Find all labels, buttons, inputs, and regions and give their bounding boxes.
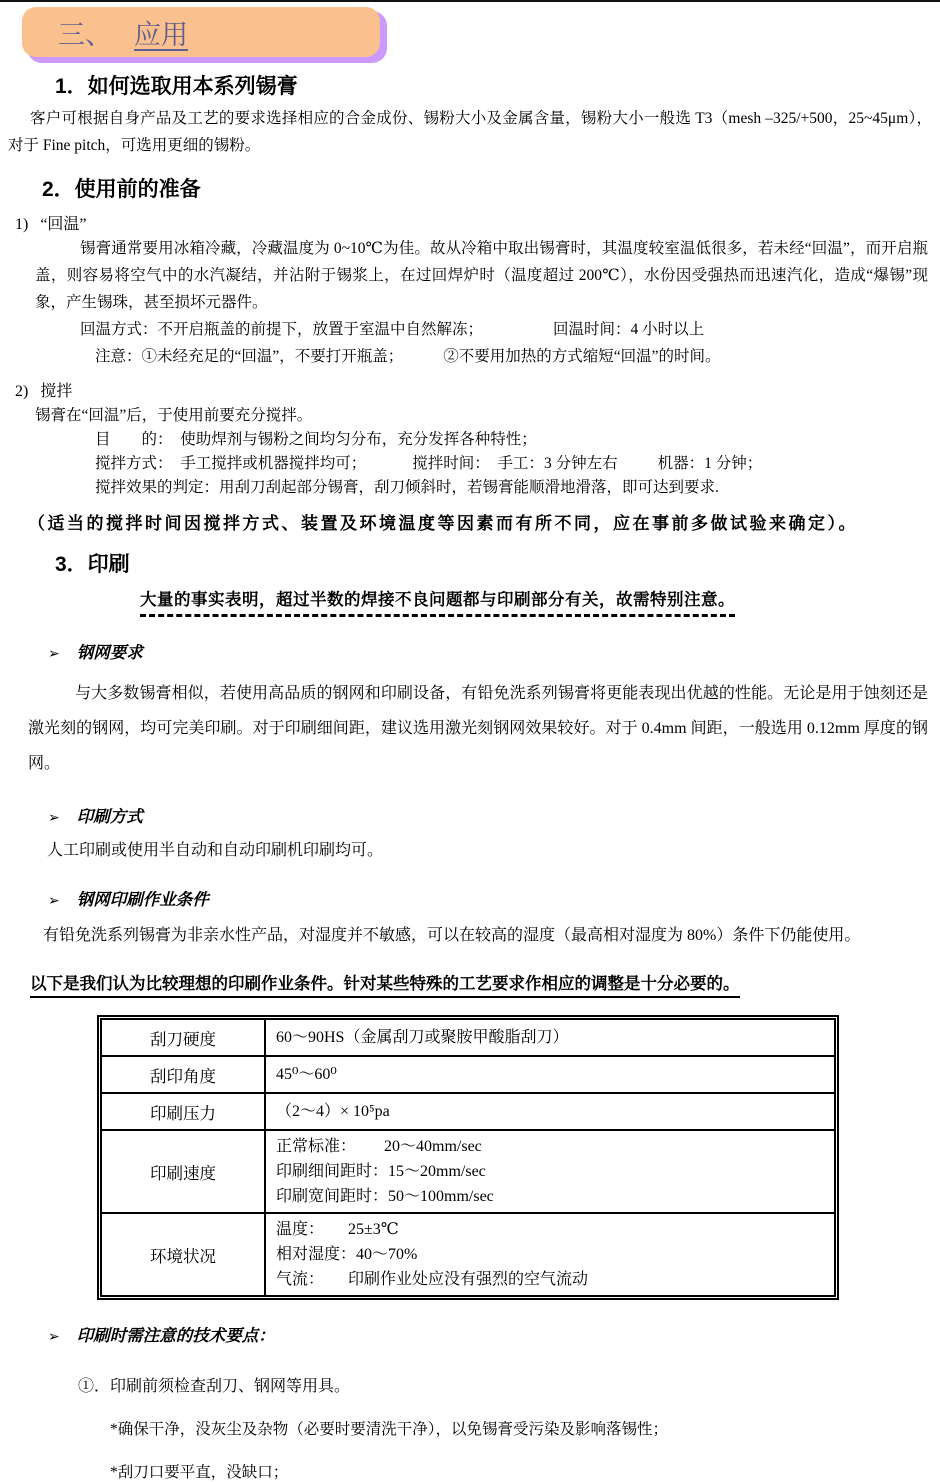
stir-method-text: 搅拌方式： 手工搅拌或机器搅拌均可； — [95, 455, 367, 472]
table-value-line: 60～90HS（金属刮刀或聚胺甲酸脂刮刀） — [276, 1029, 569, 1046]
rewarm-time-text: 回温时间：4 小时以上 — [553, 321, 705, 338]
table-value-cell — [265, 1093, 834, 1130]
bullet-stencil-requirement — [48, 639, 940, 663]
table-label-cell: 刮刀硬度 — [102, 1020, 265, 1056]
ideal-conditions-underlined: 以下是我们认为比较理想的印刷作业条件。针对某些特殊的工艺要求作相应的调整是十分必要的。 — [30, 970, 740, 998]
list-item-title: 搅拌 — [40, 383, 73, 400]
arrow-bullet-icon: ➢ — [48, 810, 60, 826]
arrow-bullet-icon: ➢ — [48, 1329, 60, 1345]
bullet-working-conditions — [48, 886, 940, 910]
line-rewarm-method — [80, 316, 940, 343]
rewarm-note-1: 注意：①未经充足的“回温”，不要打开瓶盖； — [95, 348, 404, 365]
table-value-line: 印刷细间距时：15～20mm/sec — [276, 1163, 486, 1180]
table-label-cell: 刮印角度 — [102, 1056, 265, 1093]
arrow-bullet-icon: ➢ — [48, 646, 60, 662]
line-stir-judge: 搅拌效果的判定：用刮刀刮起部分锡膏，刮刀倾斜时，若锡膏能顺滑地滑落，即可达到要求. — [95, 479, 719, 496]
table-value-line: 45⁰～60⁰ — [276, 1066, 337, 1083]
table-label-cell: 环境状况 — [102, 1213, 265, 1295]
list-item-number: 2) — [15, 383, 29, 400]
list-item-title: “回温” — [40, 216, 87, 233]
point-sub-clean: *确保干净，没灰尘及杂物（必要时要清洗干净），以免锡膏受污染及影响落锡性； — [110, 1421, 669, 1438]
line-rewarm-note — [95, 343, 940, 370]
stir-machine-text: 机器：1 分钟； — [657, 455, 763, 472]
table-value-line: 温度： 25±3℃ — [276, 1221, 399, 1238]
line-stir-purpose: 目 的： 使助焊剂与锡粉之间均匀分布，充分发挥各种特性； — [95, 431, 537, 448]
heading-preparation: 2．使用前的准备 — [42, 178, 201, 201]
paragraph-stencil-requirement: 与大多数锡膏相似，若使用高品质的钢网和印刷设备，有铅免洗系列锡膏将更能表现出优越的性能。无论是用于蚀刻还是激光刻的钢网，均可完美印刷。对于印刷细间距，建议选用激光刻钢网效果较好。对于 0.4mm 间距，一般选用 0.12mm 厚度的钢网。 — [28, 685, 928, 772]
paragraph-stir: 锡膏在“回温”后，于使用前要充分搅拌。 — [35, 407, 313, 424]
paragraph-rewarm: 锡膏通常要用冰箱冷藏，冷藏温度为 0~10℃为佳。故从冷箱中取出锡膏时，其温度较室温低很多，若未经“回温”，而开启瓶盖，则容易将空气中的水汽凝结，并沾附于锡浆上，在过回焊炉时（温度超过 200℃），水份因受强热而迅速汽化，造成“爆锡”现象，产生锡珠，甚至损坏元器件。 — [35, 240, 928, 311]
bullet-technical-points — [48, 1322, 940, 1346]
table-row — [102, 1213, 834, 1295]
bullet-title: 印刷方式 — [76, 808, 143, 826]
arrow-bullet-icon: ➢ — [48, 893, 60, 909]
line-stir-method — [95, 452, 940, 476]
table-value-line: （2～4）× 10⁵pa — [276, 1103, 390, 1120]
table-label-cell: 印刷压力 — [102, 1093, 265, 1130]
table-value-cell — [265, 1130, 834, 1213]
paragraph-select-paste: 客户可根据自身产品及工艺的要求选择相应的合金成份、锡粉大小及金属含量，锡粉大小一般选 T3（mesh –325/+500，25~45μm），对于 Fine pitch，可选用更细的锡粉。 — [8, 110, 932, 154]
table-value-cell — [265, 1056, 834, 1093]
section-banner-number: 三、 — [58, 19, 112, 50]
table-row — [102, 1020, 834, 1056]
bullet-title: 钢网印刷作业条件 — [76, 891, 209, 909]
list-item-stir — [15, 378, 940, 401]
point-sub-blade: *刮刀口要平直，没缺口； — [110, 1464, 289, 1481]
rewarm-method-text: 回温方式：不开启瓶盖的前提下，放置于室温中自然解冻； — [80, 321, 484, 338]
table-row — [102, 1130, 834, 1213]
table-value-line: 印刷宽间距时：50～100mm/sec — [276, 1188, 494, 1205]
section-banner — [22, 7, 380, 57]
list-item-rewarm — [15, 211, 940, 234]
table-row — [102, 1093, 834, 1130]
table-row — [102, 1056, 834, 1093]
printing-conditions-table — [97, 1015, 839, 1300]
bullet-printing-method — [48, 803, 940, 827]
bullet-title: 钢网要求 — [76, 644, 143, 662]
list-item-number: 1) — [15, 216, 29, 233]
paragraph-working-conditions: 有铅免洗系列锡膏为非亲水性产品，对湿度并不敏感，可以在较高的湿度（最高相对湿度为 80%）条件下仍能使用。 — [43, 927, 861, 944]
bullet-title: 印刷时需注意的技术要点： — [76, 1327, 275, 1345]
point-check-tools: ①．印刷前须检查刮刀、钢网等用具。 — [78, 1378, 351, 1395]
table-value-cell — [265, 1020, 834, 1056]
table-value-line: 正常标准： 20～40mm/sec — [276, 1138, 482, 1155]
rewarm-note-2: ②不要用加热的方式缩短“回温”的时间。 — [443, 348, 721, 365]
section-banner-title: 应用 — [134, 19, 188, 50]
paragraph-printing-method: 人工印刷或使用半自动和自动印刷机印刷均可。 — [47, 842, 384, 859]
heading-select-paste: 1．如何选取用本系列锡膏 — [55, 75, 298, 98]
printing-notice-underlined: 大量的事实表明，超过半数的焊接不良问题都与印刷部分有关，故需特别注意。 — [140, 586, 735, 617]
stir-time-text: 搅拌时间： 手工：3 分钟左右 — [412, 455, 618, 472]
stir-bold-note: （适当的搅拌时间因搅拌方式、装置及环境温度等因素而有所不同，应在事前多做试验来确定）。 — [28, 514, 858, 533]
table-value-line: 相对湿度：40～70% — [276, 1246, 418, 1263]
table-value-cell — [265, 1213, 834, 1295]
table-value-line: 气流： 印刷作业处应没有强烈的空气流动 — [276, 1271, 589, 1288]
heading-printing: 3．印刷 — [55, 553, 130, 576]
table-label-cell: 印刷速度 — [102, 1130, 265, 1213]
